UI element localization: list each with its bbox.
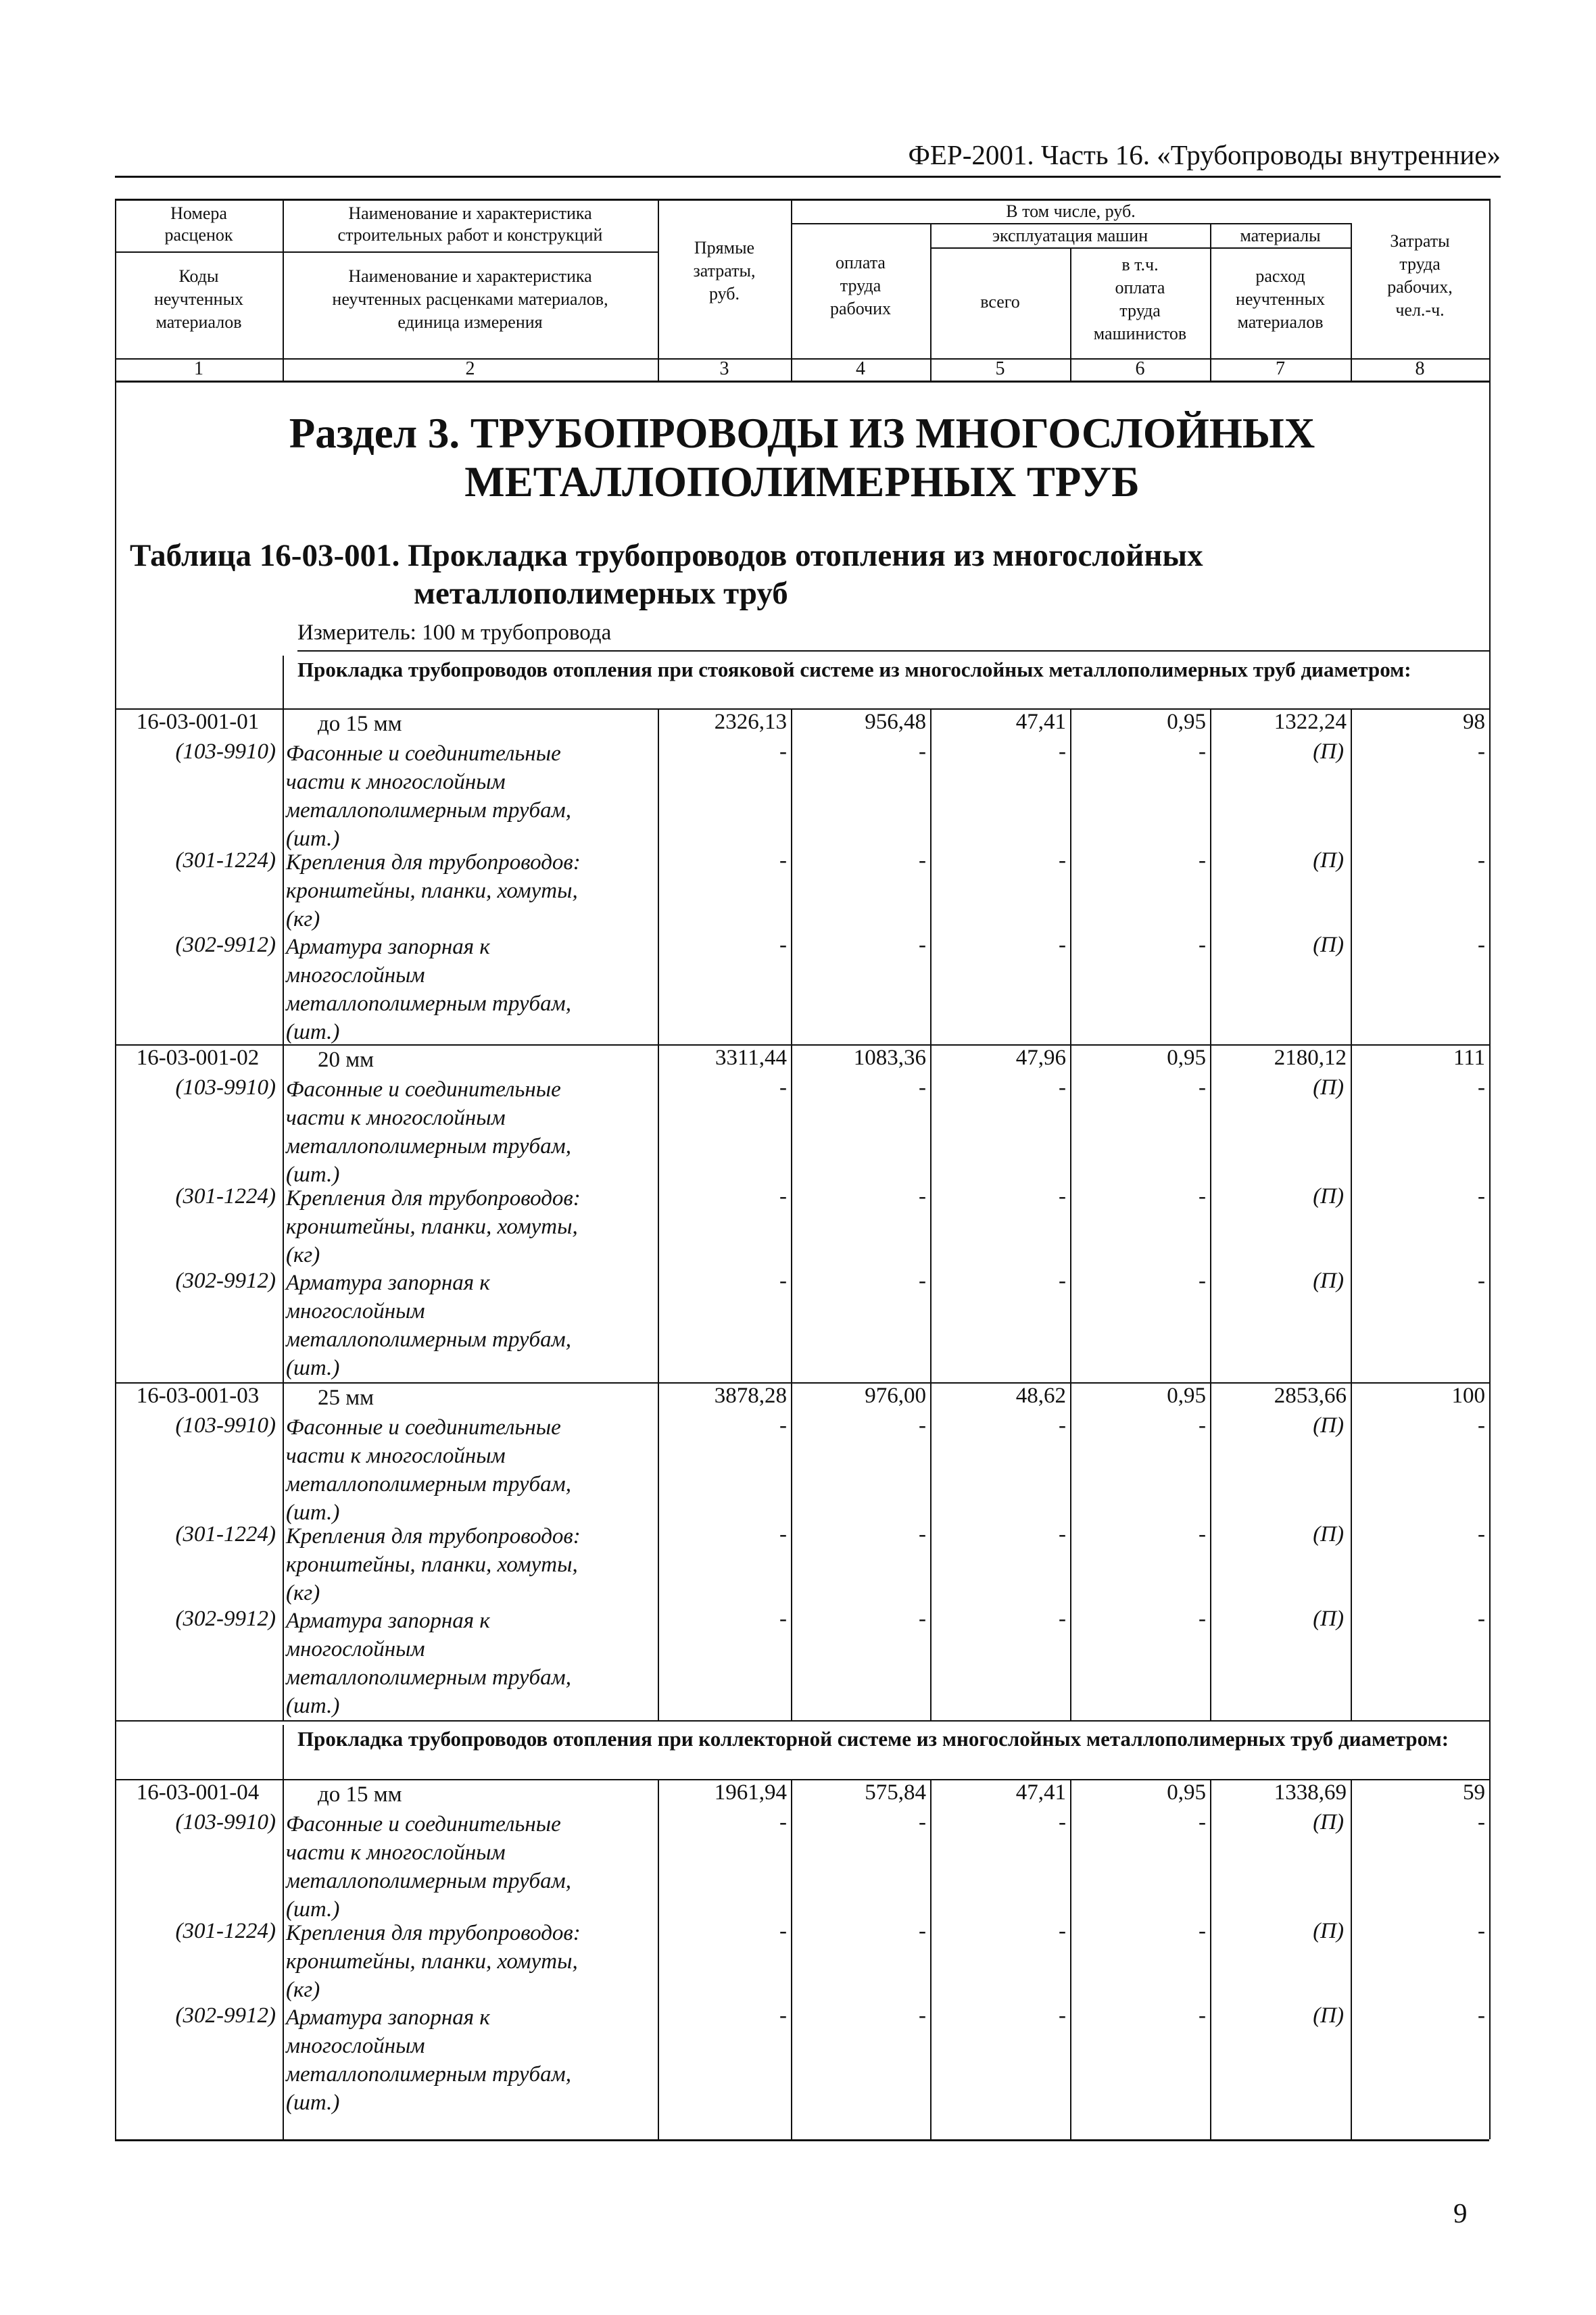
value-dash: - — [1199, 1075, 1206, 1100]
material-name: Крепления для трубопроводов: кронштейны, планки, хомуты, (кг) — [286, 1921, 581, 2002]
material-name: Фасонные и соединительные части к многослойным металлополимерным трубам, (шт.) — [286, 1812, 571, 1922]
material-p-mark: (П) — [1313, 1607, 1344, 1631]
value-dash: - — [919, 1075, 926, 1100]
value-mach: 48,62 — [1015, 1384, 1066, 1408]
column-number-4: 4 — [856, 358, 865, 379]
value-dash: - — [1059, 1413, 1066, 1438]
material-p-mark: (П) — [1313, 933, 1344, 957]
value-dash: - — [1478, 1184, 1485, 1209]
value-dash: - — [919, 739, 926, 764]
value-dash: - — [1059, 933, 1066, 957]
value-dash: - — [1478, 848, 1485, 873]
value-dash: - — [779, 1919, 787, 1943]
value-labor: 100 — [1451, 1384, 1485, 1408]
value-dash: - — [1199, 1522, 1206, 1546]
material-code: (301-1224) — [175, 848, 276, 873]
value-mach_wage: 0,95 — [1167, 1384, 1206, 1408]
header-labor-hours: Затраты труда рабочих, чел.-ч. — [1387, 231, 1453, 320]
material-name: Крепления для трубопроводов: кронштейны, планки, хомуты, (кг) — [286, 850, 581, 931]
value-dash: - — [1199, 1810, 1206, 1834]
unit-of-measure: Измеритель: 100 м трубопровода — [297, 620, 612, 645]
header-work-name: Наименование и характеристика строительных работ и конструкций — [337, 203, 603, 245]
column-number-3: 3 — [719, 358, 729, 379]
value-dash: - — [919, 1413, 926, 1438]
value-dash: - — [1478, 1413, 1485, 1438]
value-dash: - — [1478, 933, 1485, 957]
value-mach: 47,41 — [1015, 1780, 1066, 1805]
value-wage: 1083,36 — [853, 1046, 926, 1070]
material-name: Крепления для трубопроводов: кронштейны, планки, хомуты, (кг) — [286, 1524, 581, 1605]
value-mach_wage: 0,95 — [1167, 710, 1206, 734]
value-dash: - — [1478, 1269, 1485, 1293]
section-title-line1: Раздел 3. ТРУБОПРОВОДЫ ИЗ МНОГОСЛОЙНЫХ — [289, 410, 1315, 457]
material-p-mark: (П) — [1313, 2003, 1344, 2028]
material-code: (301-1224) — [175, 1919, 276, 1943]
value-dash: - — [1478, 2003, 1485, 2028]
subheader-rule-2 — [930, 247, 1351, 249]
material-code: (302-9912) — [175, 933, 276, 957]
value-direct: 3311,44 — [715, 1046, 787, 1070]
value-wage: 575,84 — [865, 1780, 926, 1805]
material-code: (301-1224) — [175, 1522, 276, 1546]
value-dash: - — [1478, 1075, 1485, 1100]
material-name: Фасонные и соединительные части к многослойным металлополимерным трубам, (шт.) — [286, 1415, 571, 1525]
subhead-col-line — [283, 656, 284, 708]
value-dash: - — [919, 2003, 926, 2028]
value-dash: - — [1059, 739, 1066, 764]
value-dash: - — [1059, 1522, 1066, 1546]
value-direct: 2326,13 — [714, 710, 787, 734]
value-dash: - — [779, 1522, 787, 1546]
value-dash: - — [1199, 1184, 1206, 1209]
value-mat: 2853,66 — [1274, 1384, 1347, 1408]
column-number-8: 8 — [1415, 358, 1425, 379]
value-dash: - — [919, 1522, 926, 1546]
unit-rule — [297, 650, 1489, 652]
value-wage: 976,00 — [865, 1384, 926, 1408]
value-dash: - — [919, 1810, 926, 1834]
value-mach: 47,96 — [1015, 1046, 1066, 1070]
material-code: (103-9910) — [175, 739, 276, 764]
value-dash: - — [1059, 1075, 1066, 1100]
rate-code: 16-03-001-03 — [136, 1384, 260, 1408]
material-p-mark: (П) — [1313, 1269, 1344, 1293]
subhead-collector-system: Прокладка трубопроводов отопления при коллекторной системе из многослойных металлополимерных труб диаметром: — [297, 1727, 1449, 1751]
value-mat: 1322,24 — [1274, 710, 1347, 734]
value-mach: 47,41 — [1015, 710, 1066, 734]
material-name: Арматура запорная к многослойным металлополимерным трубам, (шт.) — [286, 935, 571, 1044]
rate-code: 16-03-001-02 — [136, 1046, 260, 1070]
header-machines-total: всего — [980, 292, 1020, 312]
table-title-line2: металлополимерных труб — [414, 576, 788, 611]
grid-col-line — [283, 1044, 284, 1382]
value-labor: 59 — [1463, 1780, 1485, 1805]
column-number-5: 5 — [995, 358, 1005, 379]
value-dash: - — [779, 1413, 787, 1438]
value-dash: - — [1059, 848, 1066, 873]
value-dash: - — [779, 1184, 787, 1209]
rate-code: 16-03-001-01 — [136, 710, 260, 734]
column-number-7: 7 — [1276, 358, 1285, 379]
material-code: (302-9912) — [175, 2003, 276, 2028]
value-dash: - — [1478, 1522, 1485, 1546]
value-dash: - — [1199, 2003, 1206, 2028]
subhead-riser-system: Прокладка трубопроводов отопления при стояковой системе из многослойных металлополимерных труб диаметром: — [297, 658, 1411, 681]
grid-col-line — [283, 708, 284, 1044]
value-dash: - — [1478, 1810, 1485, 1834]
grid-col-line — [283, 1779, 284, 2139]
value-dash: - — [1059, 1607, 1066, 1631]
value-mat: 2180,12 — [1274, 1046, 1347, 1070]
material-code: (103-9910) — [175, 1413, 276, 1438]
value-dash: - — [1199, 1413, 1206, 1438]
value-dash: - — [919, 933, 926, 957]
value-dash: - — [779, 739, 787, 764]
material-code: (103-9910) — [175, 1075, 276, 1100]
value-dash: - — [1478, 1919, 1485, 1943]
value-dash: - — [779, 2003, 787, 2028]
material-p-mark: (П) — [1313, 1522, 1344, 1546]
header-materials: материалы — [1240, 226, 1321, 245]
grid-col-line — [283, 1382, 284, 1720]
header-machinists-pay: в т.ч. оплата труда машинистов — [1093, 255, 1187, 343]
running-header: ФЕР-2001. Часть 16. «Трубопроводы внутренние» — [908, 139, 1501, 170]
material-code: (103-9910) — [175, 1810, 276, 1834]
header-rate-number: Номера расценок — [164, 203, 233, 245]
column-number-6: 6 — [1135, 358, 1145, 379]
value-dash: - — [1199, 1607, 1206, 1631]
material-p-mark: (П) — [1313, 739, 1344, 764]
subhead-col-line — [283, 1725, 284, 1779]
value-dash: - — [1059, 2003, 1066, 2028]
value-dash: - — [779, 1269, 787, 1293]
material-code: (301-1224) — [175, 1184, 276, 1209]
value-dash: - — [1059, 1810, 1066, 1834]
rate-code: 16-03-001-04 — [136, 1780, 260, 1805]
value-direct: 3878,28 — [714, 1384, 787, 1408]
value-dash: - — [1059, 1919, 1066, 1943]
header-direct-costs: Прямые затраты, руб. — [693, 238, 756, 303]
value-dash: - — [919, 1919, 926, 1943]
material-name: Фасонные и соединительные части к многослойным металлополимерным трубам, (шт.) — [286, 741, 571, 851]
material-name: Арматура запорная к многослойным металлополимерным трубам, (шт.) — [286, 1271, 571, 1380]
header-split-rule — [115, 251, 658, 253]
table-title-line1: Таблица 16-03-001. Прокладка трубопроводов отопления из многослойных — [130, 538, 1203, 573]
value-dash: - — [779, 848, 787, 873]
header-rule — [115, 176, 1501, 178]
material-p-mark: (П) — [1313, 1075, 1344, 1100]
value-mach_wage: 0,95 — [1167, 1046, 1206, 1070]
header-top-rule — [115, 199, 1489, 201]
material-name: Крепления для трубопроводов: кронштейны, планки, хомуты, (кг) — [286, 1186, 581, 1267]
header-material-codes: Коды неучтенных материалов — [153, 266, 244, 332]
page-number: 9 — [1453, 2197, 1468, 2228]
value-dash: - — [779, 1075, 787, 1100]
body-bottom-border — [115, 2139, 1489, 2141]
value-labor: 98 — [1463, 710, 1485, 734]
value-dash: - — [779, 1607, 787, 1631]
value-dash: - — [1059, 1269, 1066, 1293]
material-p-mark: (П) — [1313, 1413, 1344, 1438]
material-code: (302-9912) — [175, 1269, 276, 1293]
value-dash: - — [919, 1184, 926, 1209]
value-dash: - — [1059, 1184, 1066, 1209]
value-dash: - — [1199, 933, 1206, 957]
value-wage: 956,48 — [865, 710, 926, 734]
row-rule — [115, 1720, 1489, 1722]
material-p-mark: (П) — [1313, 1919, 1344, 1943]
value-dash: - — [919, 1269, 926, 1293]
value-mat: 1338,69 — [1274, 1780, 1347, 1805]
work-name: до 15 мм — [318, 712, 402, 736]
body-right-border — [1489, 381, 1491, 2139]
section-title-line2: МЕТАЛЛОПОЛИМЕРНЫХ ТРУБ — [464, 458, 1140, 506]
value-dash: - — [1199, 1269, 1206, 1293]
material-p-mark: (П) — [1313, 1184, 1344, 1209]
value-direct: 1961,94 — [714, 1780, 787, 1805]
header-labor-pay: оплата труда рабочих — [829, 253, 892, 318]
value-dash: - — [779, 1810, 787, 1834]
value-dash: - — [1199, 1919, 1206, 1943]
value-dash: - — [919, 1607, 926, 1631]
value-dash: - — [1199, 848, 1206, 873]
column-number-2: 2 — [465, 358, 475, 379]
value-dash: - — [919, 848, 926, 873]
material-name: Фасонные и соединительные части к многослойным металлополимерным трубам, (шт.) — [286, 1077, 571, 1187]
header-col-line — [1489, 199, 1491, 381]
value-dash: - — [1478, 739, 1485, 764]
work-name: до 15 мм — [318, 1782, 402, 1807]
body-left-border — [115, 381, 116, 2139]
material-name: Арматура запорная к многослойным металлополимерным трубам, (шт.) — [286, 1609, 571, 1718]
value-dash: - — [1199, 739, 1206, 764]
header-machines: эксплуатация машин — [992, 226, 1148, 245]
header-in-total: В том числе, руб. — [1006, 201, 1136, 221]
header-material-name: Наименование и характеристика неучтенных расценками материалов, единица измерения — [332, 266, 608, 332]
material-p-mark: (П) — [1313, 1810, 1344, 1834]
value-dash: - — [1478, 1607, 1485, 1631]
value-labor: 111 — [1453, 1046, 1485, 1070]
work-name: 25 мм — [318, 1386, 374, 1410]
material-p-mark: (П) — [1313, 848, 1344, 873]
subheader-rule — [791, 223, 1351, 224]
column-number-1: 1 — [194, 358, 203, 379]
work-name: 20 мм — [318, 1048, 374, 1072]
value-dash: - — [779, 933, 787, 957]
material-code: (302-9912) — [175, 1607, 276, 1631]
value-mach_wage: 0,95 — [1167, 1780, 1206, 1805]
header-bottom-rule — [115, 381, 1489, 383]
header-unaccounted-materials: расход неучтенных материалов — [1235, 266, 1326, 332]
material-name: Арматура запорная к многослойным металлополимерным трубам, (шт.) — [286, 2005, 571, 2115]
